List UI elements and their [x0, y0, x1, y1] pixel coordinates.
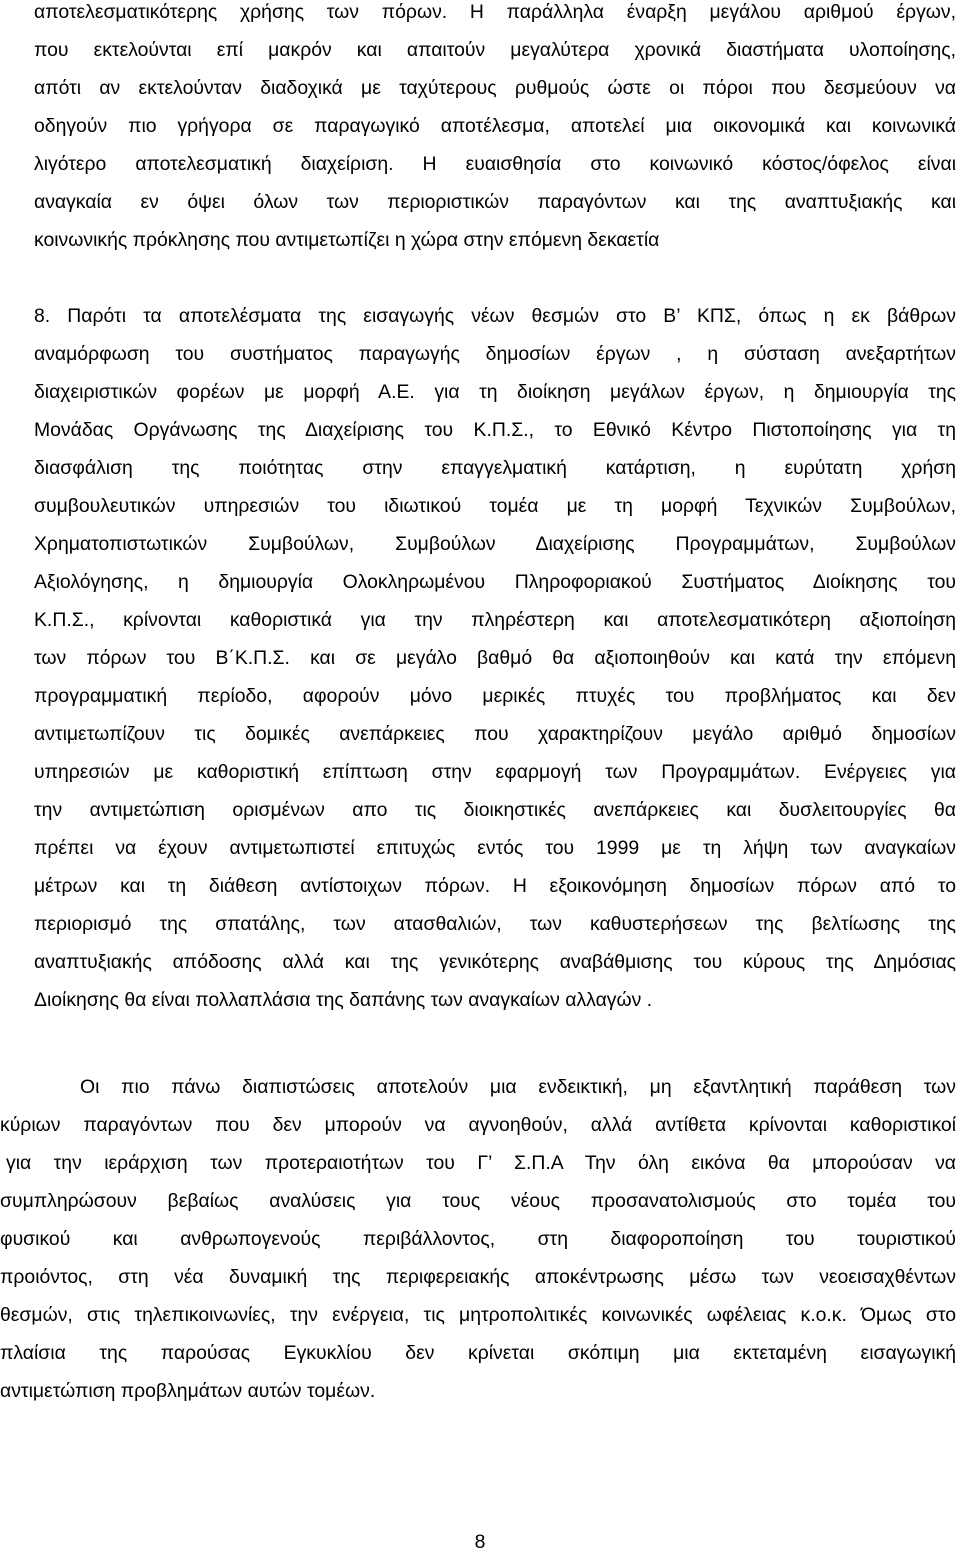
text-line: Αξιολόγησης, η δημιουργία Ολοκληρωμένου Πληροφοριακού Συστήματος Διοίκησης του: [34, 571, 956, 593]
text-line: αναγκαία εν όψει όλων των περιοριστικών παραγόντων και της αναπτυξιακής και: [34, 191, 956, 213]
text-line: που εκτελούνται επί μακρόν και απαιτούν μεγαλύτερα χρονικά διαστήματα υλοποίησης,: [34, 39, 956, 61]
text-line: πρέπει να έχουν αντιμετωπιστεί επιτυχώς εντός του 1999 με τη λήψη των αναγκαίων: [34, 837, 956, 859]
text-line: φυσικού και ανθρωπογενούς περιβάλλοντος, στη διαφοροποίηση του τουριστικού: [0, 1228, 956, 1250]
text-line: διαχειριστικών φορέων με μορφή Α.Ε. για τη διοίκηση μεγάλων έργων, η δημιουργία της: [34, 381, 956, 403]
text-line: των πόρων του Β΄Κ.Π.Σ. και σε μεγάλο βαθμό θα αξιοποιηθούν και κατά την επόμενη: [34, 647, 956, 669]
text-line: την αντιμετώπιση ορισμένων απο τις διοικηστικές ανεπάρκειες και δυσλειτουργίες θα: [34, 799, 956, 821]
text-line: αποτελεσματικότερης χρήσης των πόρων. Η παράλληλα έναρξη μεγάλου αριθμού έργων,: [34, 1, 956, 23]
text-line: περιορισμό της σπατάλης, των ατασθαλιών, των καθυστερήσεων της βελτίωσης της: [34, 913, 956, 935]
page-number: 8: [474, 1531, 486, 1553]
text-line: προιόντος, στη νέα δυναμική της περιφερειακής αποκέντρωσης μέσω των νεοεισαχθέντων: [0, 1266, 956, 1288]
text-line: κύριων παραγόντων που δεν μπορούν να αγνοηθούν, αλλά αντίθετα κρίνονται καθοριστικοί: [0, 1114, 956, 1136]
text-line: αντιμετωπίζουν τις δομικές ανεπάρκειες που χαρακτηρίζουν μεγάλο αριθμό δημοσίων: [34, 723, 956, 745]
text-line: προγραμματική περίοδο, αφορούν μόνο μερικές πτυχές του προβλήματος και δεν: [34, 685, 956, 707]
text-line: για την ιεράρχιση των προτεραιοτήτων του Γ’ Σ.Π.Α Την όλη εικόνα θα μπορούσαν να: [6, 1152, 956, 1174]
text-line: κοινωνικής πρόκλησης που αντιμετωπίζει η χώρα στην επόμενη δεκαετία: [34, 229, 660, 251]
text-line: υπηρεσιών με καθοριστική επίπτωση στην εφαρμογή των Προγραμμάτων. Ενέργειες για: [34, 761, 956, 783]
text-line: συμπληρώσουν βεβαίως αναλύσεις για τους νέους προσανατολισμούς στο τομέα του: [0, 1190, 956, 1212]
text-line: διασφάλιση της ποιότητας στην επαγγελματική κατάρτιση, η ευρύτατη χρήση: [34, 457, 956, 479]
text-line: Οι πιο πάνω διαπιστώσεις αποτελούν μια ενδεικτική, μη εξαντλητική παράθεση των: [80, 1076, 956, 1098]
text-line: αναμόρφωση του συστήματος παραγωγής δημοσίων έργων , η σύσταση ανεξαρτήτων: [34, 343, 956, 365]
text-line: Χρηματοπιστωτικών Συμβούλων, Συμβούλων Διαχείρισης Προγραμμάτων, Συμβούλων: [34, 533, 956, 555]
text-line: Μονάδας Οργάνωσης της Διαχείρισης του Κ.Π.Σ., το Εθνικό Κέντρο Πιστοποίησης για τη: [34, 419, 956, 441]
text-line: συμβουλευτικών υπηρεσιών του ιδιωτικού τομέα με τη μορφή Τεχνικών Συμβούλων,: [34, 495, 956, 517]
text-line: αναπτυξιακής απόδοσης αλλά και της γενικότερης αναβάθμισης του κύρους της Δημόσιας: [34, 951, 956, 973]
text-line: μέτρων και τη διάθεση αντίστοιχων πόρων. Η εξοικονόμηση δημοσίων πόρων από το: [34, 875, 956, 897]
text-line: οδηγούν πιο γρήγορα σε παραγωγικό αποτέλεσμα, αποτελεί μια οικονομικά και κοινωνικά: [34, 115, 956, 137]
text-line: Κ.Π.Σ., κρίνονται καθοριστικά για την πληρέστερη και αποτελεσματικότερη αξιοποίηση: [34, 609, 956, 631]
text-line: Διοίκησης θα είναι πολλαπλάσια της δαπάνης των αναγκαίων αλλαγών .: [34, 989, 653, 1011]
text-line: πλαίσια της παρούσας Εγκυκλίου δεν κρίνεται σκόπιμη μια εκτεταμένη εισαγωγική: [0, 1342, 956, 1364]
text-line: απότι αν εκτελούνταν διαδοχικά με ταχύτερους ρυθμούς ώστε οι πόροι που δεσμεύουν να: [34, 77, 956, 99]
text-line: αντιμετώπιση προβλημάτων αυτών τομέων.: [0, 1380, 376, 1402]
text-line: 8. Παρότι τα αποτελέσματα της εισαγωγής νέων θεσμών στο Β’ ΚΠΣ, όπως η εκ βάθρων: [34, 305, 956, 327]
text-line: θεσμών, στις τηλεπικοινωνίες, την ενέργεια, τις μητροπολιτικές κοινωνικές ωφέλειας κ.ο.κ. Όμως στο: [0, 1304, 956, 1326]
text-line: λιγότερο αποτελεσματική διαχείριση. Η ευαισθησία στο κοινωνικό κόστος/όφελος είναι: [34, 153, 956, 175]
